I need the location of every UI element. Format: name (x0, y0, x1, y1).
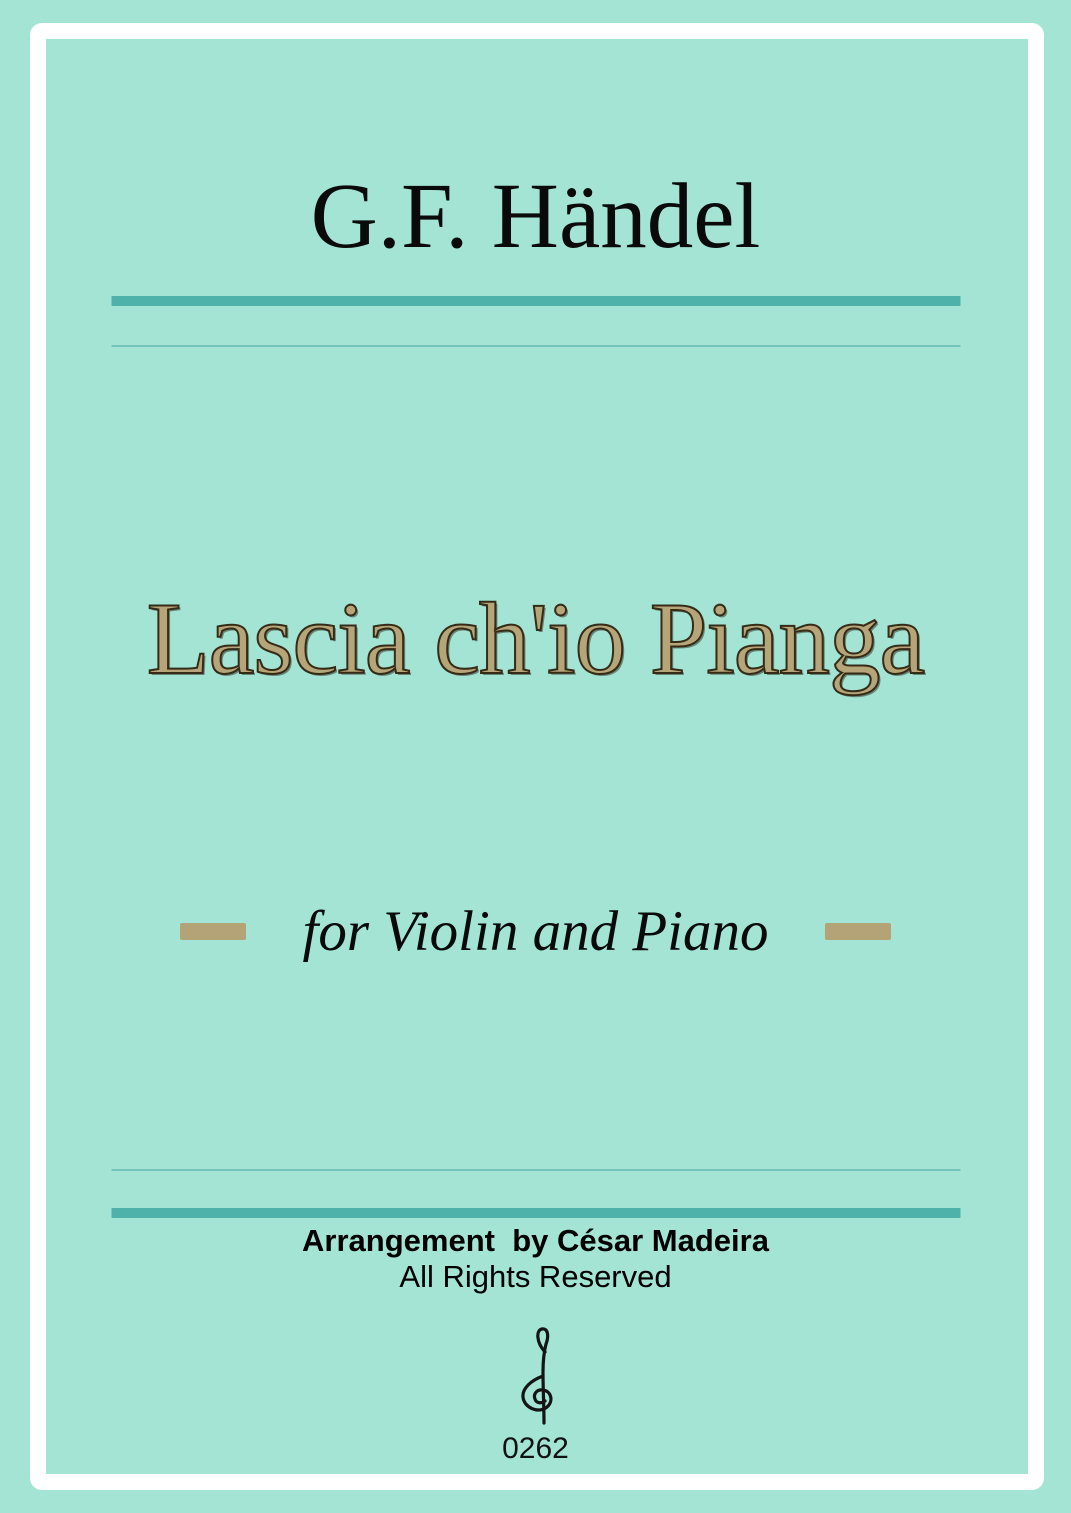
work-title: Lascia ch'io Pianga (146, 582, 925, 696)
left-dash-ornament (180, 923, 246, 940)
right-dash-ornament (825, 923, 891, 940)
divider-accent-bottom (111, 1208, 960, 1218)
rights-notice: All Rights Reserved (399, 1259, 672, 1294)
publisher-logo (0, 1326, 1071, 1425)
subtitle-row (0, 893, 1071, 969)
divider-accent-top (111, 296, 960, 306)
divider-thin-bottom (111, 1169, 960, 1171)
composer-name: G.F. Händel (310, 165, 761, 268)
instrumentation-subtitle: for Violin and Piano (302, 899, 769, 963)
treble-clef-icon (511, 1326, 561, 1425)
arrangement-credit: Arrangement by César Madeira (302, 1223, 769, 1258)
catalog-number: 0262 (502, 1432, 569, 1465)
divider-thin-top (111, 345, 960, 347)
